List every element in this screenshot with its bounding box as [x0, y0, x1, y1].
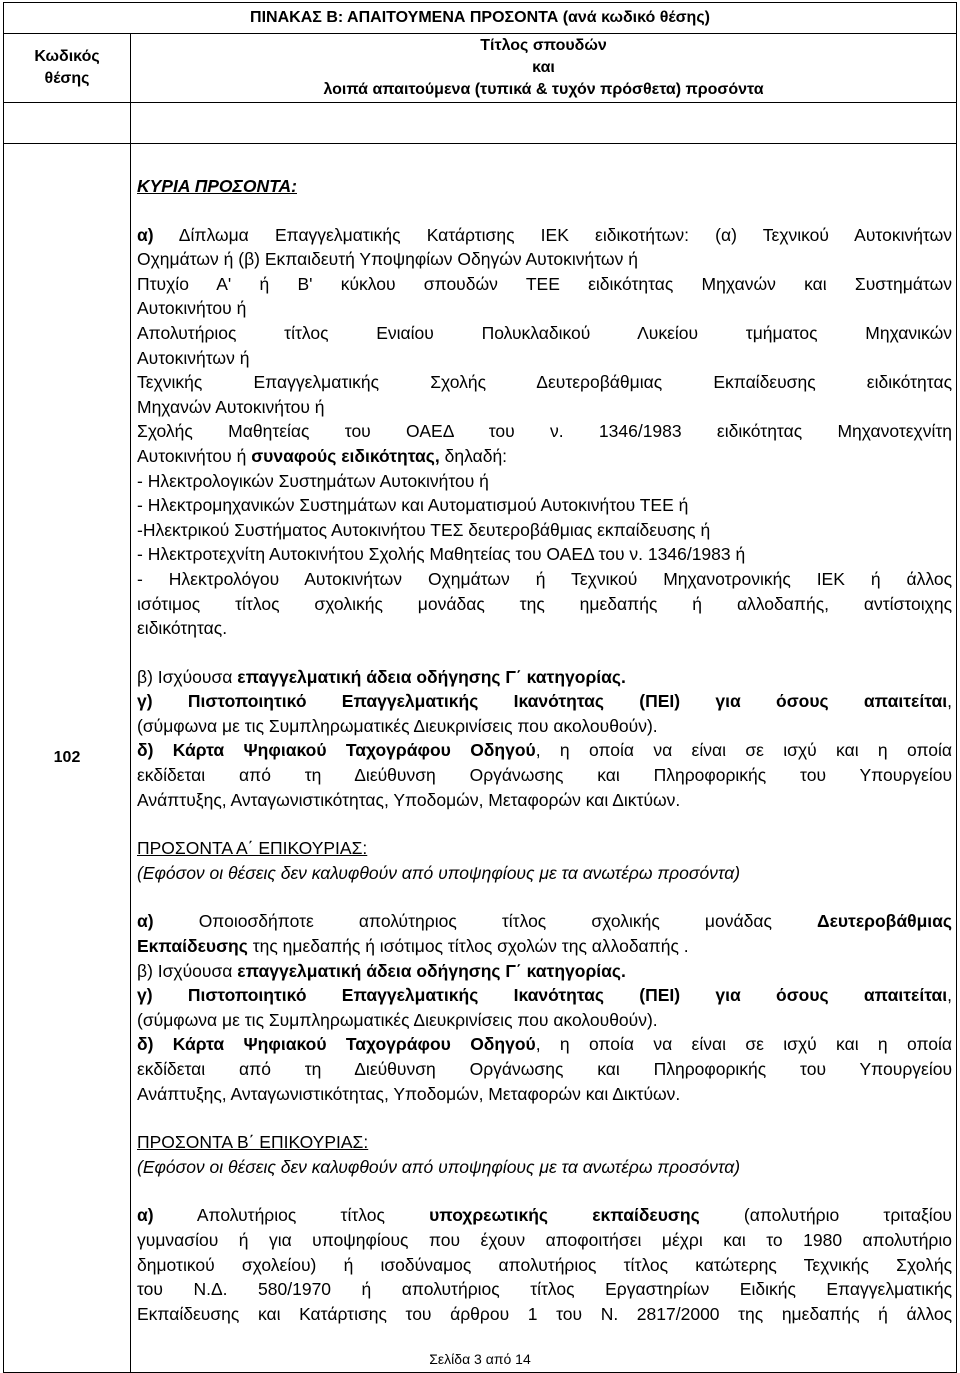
b-auxiliary-line-3: δημοτικού σχολείου) ή ισοδύναμος απολυτήριος τίτλος κατώτερης Τεχνικής Σχολής — [137, 1254, 953, 1275]
requirements-table — [3, 2, 957, 1373]
main-line-4: Αυτοκινήτου ή — [137, 298, 247, 319]
b-auxiliary-line-5: Εκπαίδευσης και Κατάρτισης του άρθρου 1 του Ν. 2817/2000 της ημεδαπής ή άλλος — [137, 1303, 953, 1324]
main-qualifications-heading: ΚΥΡΙΑ ΠΡΟΣΟΝΤΑ: — [137, 176, 297, 196]
empty-cell-code — [4, 103, 131, 144]
b-auxiliary-line-2: γυμνασίου ή για υποψηφίους που έχουν αποφοιτήσει μέχρι και το 1980 απολυτήριο — [137, 1229, 953, 1250]
tachograph-line-2: εκδίδεται από τη Διεύθυνση Οργάνωσης και Πληροφορικής του Υπουργείου — [137, 765, 953, 786]
main-line-9: Σχολής Μαθητείας του ΟΑΕΔ του ν. 1346/1983 ειδικότητας Μηχανοτεχνίτη — [137, 421, 953, 442]
license-requirement: β) Ισχύουσα επαγγελματική άδεια οδήγησης Γ΄ κατηγορίας. — [137, 666, 626, 687]
qualifications-cell — [131, 144, 957, 1373]
header-title-line1: Τίτλος σπουδών — [480, 37, 607, 54]
header-code-line2: θέσης — [44, 70, 90, 87]
a-pei-requirement: γ) Πιστοποιητικό Επαγγελματικής Ικανότητας (ΠΕΙ) για όσους απαιτείται, — [137, 985, 953, 1006]
main-line-15: - Ηλεκτρολόγου Αυτοκινήτων Οχημάτων ή Τεχνικού Μηχανοτρονικής ΙΕΚ ή άλλος — [137, 568, 953, 589]
page-footer: Σελίδα 3 από 14 — [429, 1351, 531, 1367]
b-auxiliary-line-4: του Ν.Δ. 580/1970 ή απολυτήριος τίτλος Εργαστηρίων Ειδικής Επαγγελματικής — [137, 1279, 953, 1300]
header-title-line3: λοιπά απαιτούμενα (τυπικά & τυχόν πρόσθετα) προσόντα — [323, 81, 764, 98]
tachograph-requirement: δ) Κάρτα Ψηφιακού Ταχογράφου Οδηγού, η οποία να είναι σε ισχύ και η οποία — [137, 740, 953, 761]
main-line-2: Οχημάτων ή (β) Εκπαιδευτή Υποψηφίων Οδηγών Αυτοκινήτων ή — [137, 249, 638, 270]
main-line-7: Τεχνικής Επαγγελματικής Σχολής Δευτεροβάθμιας Εκπαίδευσης ειδικότητας — [137, 372, 953, 393]
main-line-10: Αυτοκινήτου ή συναφούς ειδικότητας, δηλαδή: — [137, 445, 508, 466]
a-auxiliary-heading: ΠΡΟΣΟΝΤΑ Α΄ ΕΠΙΚΟΥΡΙΑΣ: — [137, 838, 368, 859]
a-tachograph-requirement: δ) Κάρτα Ψηφιακού Ταχογράφου Οδηγού, η οποία να είναι σε ισχύ και η οποία — [137, 1034, 953, 1055]
header-position-code — [4, 34, 131, 103]
a-auxiliary-subheading: (Εφόσον οι θέσεις δεν καλυφθούν από υποψηφίους με τα ανωτέρω προσόντα) — [137, 862, 741, 883]
header-title-line2: και — [532, 59, 555, 76]
table-title: ΠΙΝΑΚΑΣ Β: ΑΠΑΙΤΟΥΜΕΝΑ ΠΡΟΣΟΝΤΑ (ανά κωδικό θέσης) — [4, 3, 957, 34]
header-code-line1: Κωδικός — [34, 48, 100, 65]
a-auxiliary-line-1: α) Οποιοσδήποτε απολύτηριος τίτλος σχολικής μονάδας Δευτεροβάθμιας — [137, 911, 953, 932]
main-line-14: - Ηλεκτροτεχνίτη Αυτοκινήτου Σχολής Μαθητείας του ΟΑΕΔ του ν. 1346/1983 ή — [137, 544, 746, 565]
a-tachograph-line-3: Ανάπτυξης, Ανταγωνιστικότητας, Υποδομών, Μεταφορών και Δικτύων. — [137, 1083, 681, 1104]
main-line-6: Αυτοκινήτων ή — [137, 347, 250, 368]
position-code: 102 — [4, 144, 131, 1373]
empty-cell-title — [131, 103, 957, 144]
pei-note: (σύμφωνα με τις Συμπληρωματικές Διευκρινίσεις που ακολουθούν). — [137, 715, 658, 736]
tachograph-line-3: Ανάπτυξης, Ανταγωνιστικότητας, Υποδομών, Μεταφορών και Δικτύων. — [137, 789, 681, 810]
main-line-1: α) Δίπλωμα Επαγγελματικής Κατάρτισης ΙΕΚ ειδικοτήτων: (α) Τεχνικού Αυτοκινήτων — [137, 224, 953, 245]
main-line-3: Πτυχίο Α' ή Β' κύκλου σπουδών ΤΕΕ ειδικότητας Μηχανών και Συστημάτων — [137, 273, 953, 294]
main-line-5: Απολυτήριος τίτλος Ενιαίου Πολυκλαδικού Λυκείου τμήματος Μηχανικών — [137, 322, 953, 343]
header-qualifications — [131, 34, 957, 103]
b-auxiliary-heading: ΠΡΟΣΟΝΤΑ Β΄ ΕΠΙΚΟΥΡΙΑΣ: — [137, 1132, 369, 1153]
main-line-11: - Ηλεκτρολογικών Συστημάτων Αυτοκινήτου ή — [137, 470, 489, 491]
main-line-16: ισότιμος τίτλος σχολικής μονάδας της ημεδαπής ή αλλοδαπής, αντίστοιχης — [137, 593, 953, 614]
pei-requirement: γ) Πιστοποιητικό Επαγγελματικής Ικανότητας (ΠΕΙ) για όσους απαιτείται, — [137, 691, 953, 712]
b-auxiliary-subheading: (Εφόσον οι θέσεις δεν καλυφθούν από υποψηφίους με τα ανωτέρω προσόντα) — [137, 1156, 741, 1177]
main-line-13: -Ηλεκτρικού Συστήματος Αυτοκινήτου ΤΕΣ δευτεροβάθμιας εκπαίδευσης ή — [137, 519, 711, 540]
a-auxiliary-line-2: Εκπαίδευσης της ημεδαπής ή ισότιμος τίτλος σχολών της αλλοδαπής . — [137, 936, 689, 957]
main-line-17: ειδικότητας. — [137, 618, 228, 639]
main-line-8: Μηχανών Αυτοκινήτου ή — [137, 396, 325, 417]
a-tachograph-line-2: εκδίδεται από τη Διεύθυνση Οργάνωσης και Πληροφορικής του Υπουργείου — [137, 1059, 953, 1079]
a-license-requirement: β) Ισχύουσα επαγγελματική άδεια οδήγησης Γ΄ κατηγορίας. — [137, 960, 626, 981]
b-auxiliary-line-1: α) Απολυτήριος τίτλος υποχρεωτικής εκπαίδευσης (απολυτήριο τριταξίου — [137, 1205, 952, 1226]
a-pei-note: (σύμφωνα με τις Συμπληρωματικές Διευκρινίσεις που ακολουθούν). — [137, 1009, 658, 1030]
main-line-12: - Ηλεκτρομηχανικών Συστημάτων και Αυτοματισμού Αυτοκινήτου ΤΕΕ ή — [137, 495, 689, 516]
